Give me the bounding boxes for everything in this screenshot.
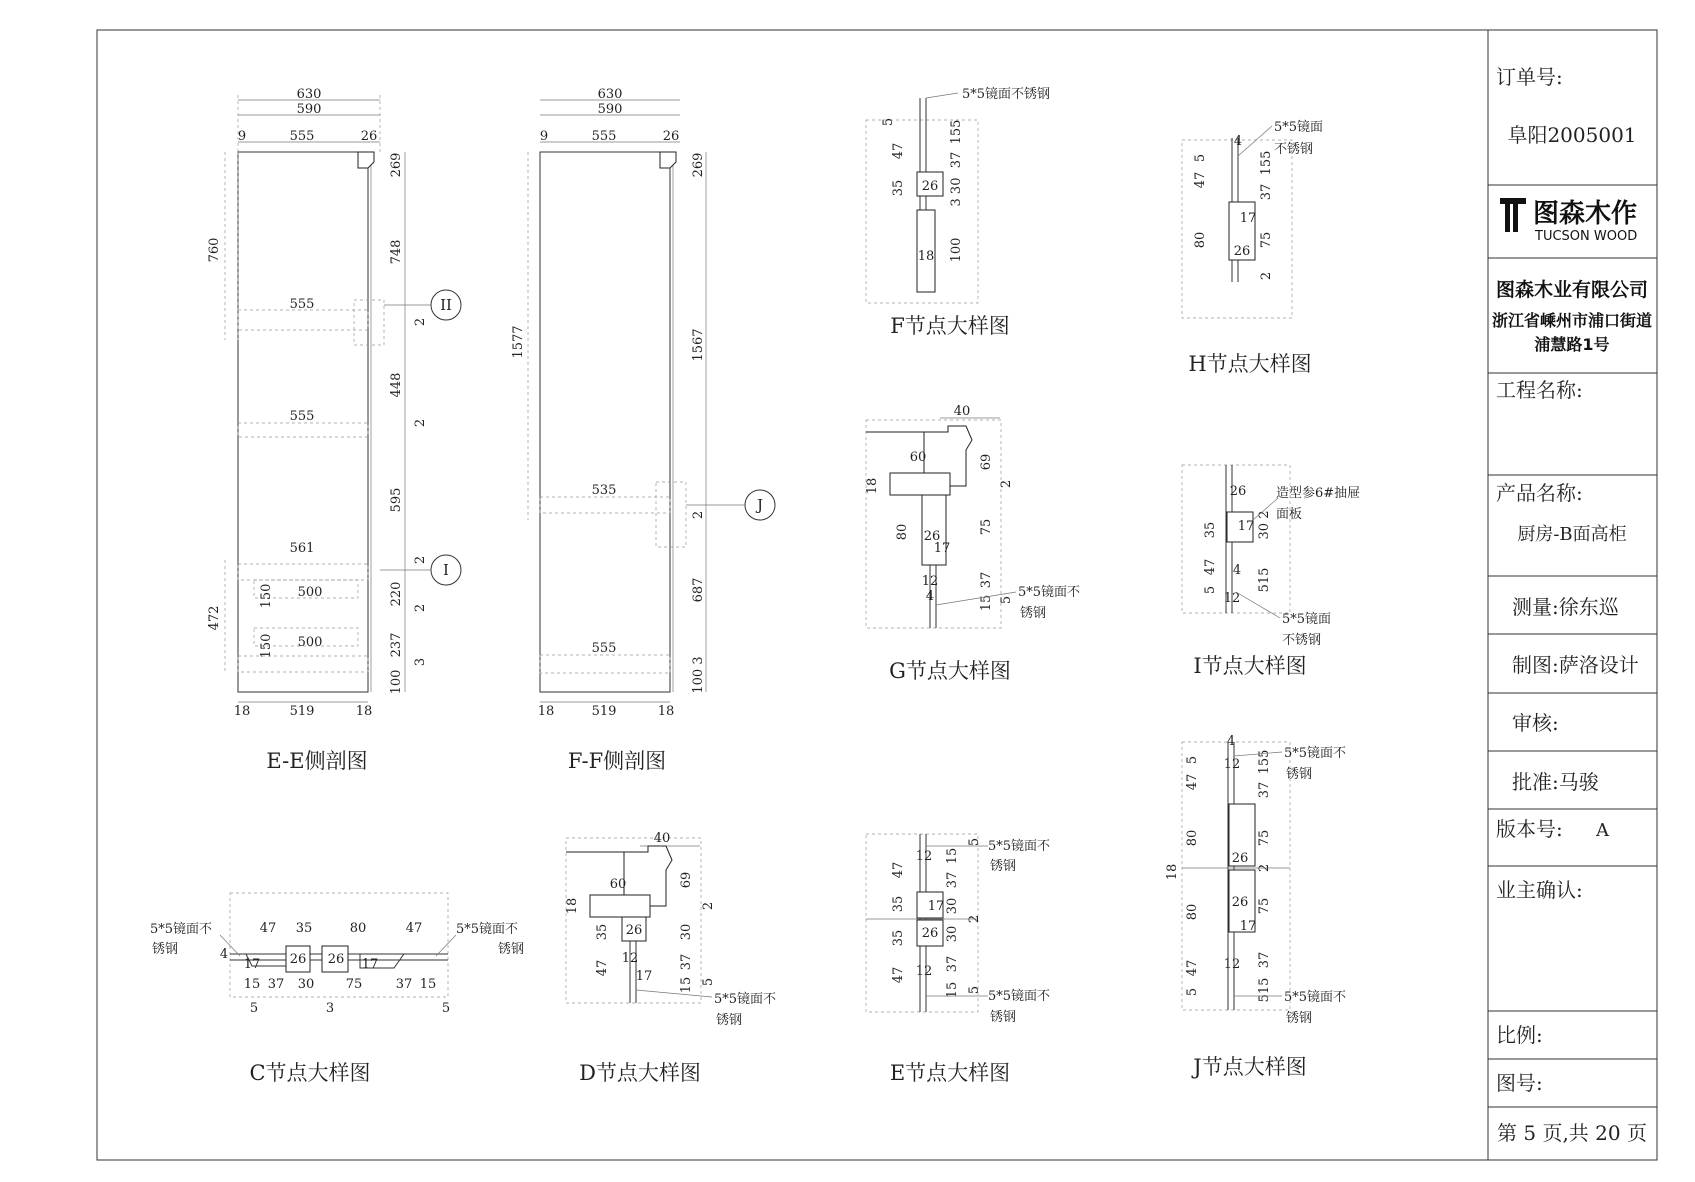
dim-text: 15 [945,847,960,865]
dim-text: 37 [1257,781,1272,799]
cabinet-body [540,152,670,692]
dim-text: 37 [1257,951,1272,969]
dim-text: 69 [979,453,994,471]
dim-text: 630 [296,87,322,102]
detail-h [1182,119,1323,376]
detail-mark-label: J [756,496,764,514]
dim-text: 37 [945,871,960,889]
note-ss-b: 锈钢 [1286,1011,1313,1026]
note-ss-b: 锈钢 [498,942,525,957]
company-address-1: 浙江省嵊州市浦口街道 [1491,311,1653,330]
dim-text: 18 [537,704,555,719]
dim-text: 30 [297,977,315,992]
dim-text: 595 [389,487,404,513]
dim-text: 35 [595,923,610,941]
title-block [1488,30,1657,1160]
note-drawer-a: 造型参6#抽屉 [1276,486,1361,501]
dim-text: 760 [207,237,222,263]
product-label: 产品名称: [1496,481,1583,505]
dim-text: 12 [915,849,933,864]
dim-text: 3 [325,1001,335,1016]
drawing-border [97,30,1657,1160]
dim-text: 37 [949,151,964,169]
dim-text: 1577 [511,325,526,359]
dim-text: 18 [917,249,935,264]
dim-text: 18 [355,704,373,719]
detail-mark-label: I [443,561,449,579]
ee-section [207,87,461,773]
dim-text: 17 [933,541,951,556]
dim-text: 2 [967,914,982,924]
caption-ee: E-E侧剖图 [266,749,368,773]
note-ss: 5*5镜面不锈钢 [962,87,1051,102]
product-value: 厨房-B面高柜 [1517,524,1627,545]
dim-text: 2 [413,317,428,327]
dim-text: 2 [1259,271,1274,281]
dim-text: 5 [881,117,896,127]
dim-text: 26 [921,179,939,194]
dim-text: 630 [597,87,623,102]
dim-text: 12 [1223,591,1241,606]
dim-text: 47 [891,142,906,160]
dim-text: 4 [1232,563,1242,578]
dim-text: 26 [625,923,643,938]
dim-text: 15 [419,977,437,992]
dim-text: 3 30 [949,177,964,207]
dim-text: 2 [413,603,428,613]
dim-text: 47 [891,966,906,984]
dim-text: 555 [289,409,315,424]
dim-text: 5 [999,595,1014,605]
detail-g [865,404,1080,683]
dim-text: 30 2 [1257,510,1272,540]
dim-text: 37 [945,955,960,973]
dim-text: 12 [1223,757,1241,772]
caption-e: E节点大样图 [889,1061,1011,1085]
dim-text: 35 [891,179,906,197]
caption-j: J节点大样图 [1193,1055,1307,1079]
dim-text: 269 [691,152,706,178]
dim-text: 687 [691,577,706,603]
dim-text: 1567 [691,328,706,362]
dim-text: 75 [1259,231,1274,249]
dim-text: 75 [1257,829,1272,847]
dim-text: 9 [237,129,247,144]
dim-text: 80 [895,523,910,541]
dim-text: 100 [949,237,964,263]
dim-text: 500 [297,585,323,600]
dim-text: 37 [267,977,285,992]
caption-f: F节点大样图 [890,314,1010,338]
company-name: 图森木业有限公司 [1495,279,1649,301]
dim-text: 155 [1257,749,1272,775]
approve-field: 批准:马骏 [1512,770,1599,794]
caption-h: H节点大样图 [1188,352,1312,376]
dim-text: 519 [591,704,617,719]
note-ss-b: 锈钢 [1286,767,1313,782]
dim-text: 40 [653,831,671,846]
dim-text: 5 [967,837,982,847]
company-logo [1500,198,1637,244]
order-label: 订单号: [1496,65,1563,89]
dim-text: 519 [289,704,315,719]
note-ss-b: 不锈钢 [1282,633,1322,648]
dim-text: 15 [979,594,994,612]
dim-text: 26 [1233,244,1251,259]
version-label: 版本号: [1496,817,1563,841]
note-ss-a: 5*5镜面不 [1018,585,1081,600]
dim-text: 26 [923,529,941,544]
review-field: 审核: [1512,711,1559,735]
dim-text: 26 [1231,851,1249,866]
note-ss-b: 锈钢 [716,1013,743,1028]
dim-text: 155 [1259,150,1274,176]
dim-text: 590 [597,102,623,117]
dim-text: 75 [1257,897,1272,915]
detail-e [866,834,1050,1085]
dim-text: 590 [296,102,322,117]
dim-text: 5 [1203,585,1218,595]
dim-text: 26 [289,952,307,967]
dim-text: 17 [1239,211,1257,226]
note-ss-a: 5*5镜面不 [988,839,1051,854]
caption-i: I节点大样图 [1193,654,1307,678]
dim-text: 155 [949,119,964,145]
logo-en: TUCSON WOOD [1535,229,1638,244]
dim-text: 35 [891,895,906,913]
dim-text: 26 [921,926,939,941]
dim-text: 15 [243,977,261,992]
dim-text: 47 [1203,558,1218,576]
ff-section [511,87,775,773]
detail-i [1182,465,1360,678]
note-ss-b: 不锈钢 [1274,142,1314,157]
dim-text: 5 [1193,153,1208,163]
dim-text: 500 [297,635,323,650]
dim-text: 80 [349,921,367,936]
order-value: 阜阳2005001 [1507,123,1637,147]
version-value: A [1596,820,1609,841]
dim-text: 30 [945,925,960,943]
dim-text: 515 [1257,567,1272,593]
dim-text: 535 [591,483,617,498]
dim-text: 47 [891,861,906,879]
detail-f [866,86,1050,338]
dim-text: 555 [289,129,315,144]
dim-text: 237 [389,632,404,658]
note-drawer-b: 面板 [1276,507,1303,522]
dim-text: 150 [259,583,274,609]
logo-cn: 图森木作 [1533,199,1638,229]
dim-text: 18 [565,897,580,915]
detail-mark-label: II [440,296,452,314]
dim-text: 40 [953,404,971,419]
dim-text: 2 [999,479,1014,489]
note-ss-b: 锈钢 [990,1010,1017,1025]
dim-text: 47 [259,921,277,936]
dim-text: 47 [595,959,610,977]
caption-d: D节点大样图 [579,1061,701,1085]
dim-text: 35 [1203,521,1218,539]
caption-g: G节点大样图 [889,659,1011,683]
dim-text: 472 [207,605,222,631]
dim-text: 555 [591,129,617,144]
note-ss-a: 5*5镜面不 [150,922,213,937]
dim-text: 75 [979,518,994,536]
dim-text: 5 [701,977,716,987]
dim-text: 80 [1185,829,1200,847]
note-ss-b: 锈钢 [990,859,1017,874]
dim-text: 5 [249,1001,259,1016]
dim-text: 561 [289,541,315,556]
dim-text: 4 [1226,734,1236,749]
dim-text: 4 [925,589,935,604]
dim-text: 47 [1193,171,1208,189]
dim-text: 5 [1185,987,1200,997]
dim-text: 69 [679,871,694,889]
dim-text: 12 [921,574,939,589]
note-ss-a: 5*5镜面不 [988,989,1051,1004]
dim-text: 30 [945,897,960,915]
dim-text: 515 [1257,977,1272,1003]
dim-text: 4 [1233,134,1243,149]
dim-text: 100 3 [691,656,706,694]
note-ss-a: 5*5镜面不 [1284,990,1347,1005]
dim-text: 30 [679,923,694,941]
dim-text: 748 [389,239,404,265]
caption-ff: F-F侧剖图 [567,749,667,773]
note-ss-a: 5*5镜面不 [456,922,519,937]
dim-text: 37 [395,977,413,992]
dim-text: 35 [295,921,313,936]
note-ss-b: 锈钢 [152,942,179,957]
project-label: 工程名称: [1496,378,1583,402]
caption-c: C节点大样图 [249,1061,371,1085]
detail-c [150,893,524,1085]
dim-text: 18 [657,704,675,719]
dim-text: 220 [389,581,404,607]
dim-text: 2 [1257,863,1272,873]
dim-text: 80 [1193,231,1208,249]
dim-text: 15 [945,981,960,999]
dim-text: 47 [1185,959,1200,977]
note-ss-a: 5*5镜面不 [714,992,777,1007]
dim-text: 26 [662,129,680,144]
dim-text: 35 [891,929,906,947]
dim-text: 17 [243,957,261,972]
dim-text: 80 [1185,903,1200,921]
dim-text: 555 [591,641,617,656]
company-address-2: 浦慧路1号 [1534,335,1610,354]
note-ss-a: 5*5镜面 [1274,120,1324,135]
dim-text: 18 [233,704,251,719]
dim-text: 26 [1231,895,1249,910]
note-ss-a: 5*5镜面不 [1284,746,1347,761]
dim-text: 4 [219,947,229,962]
dim-text: 5 [967,985,982,995]
dim-text: 100 [389,669,404,695]
dim-text: 26 [327,952,345,967]
dim-text: 2 [413,418,428,428]
dim-text: 269 [389,152,404,178]
dim-text: 2 [413,555,428,565]
logo-mark-icon [1500,198,1526,232]
detail-j [1165,734,1346,1079]
dim-text: 150 [259,633,274,659]
note-ss-a: 5*5镜面 [1282,612,1332,627]
dim-text: 47 [1185,773,1200,791]
dim-text: 60 [609,877,627,892]
dim-text: 555 [289,297,315,312]
dim-text: 17 [1237,519,1255,534]
owner-confirm-label: 业主确认: [1496,878,1583,902]
dim-text: 17 [927,899,945,914]
dim-text: 5 [441,1001,451,1016]
dim-text: 37 [679,953,694,971]
dim-text: 5 [1185,755,1200,765]
drawing-field: 制图:萨洛设计 [1512,653,1639,677]
note-ss-b: 锈钢 [1020,606,1047,621]
dim-text: 17 [361,957,379,972]
dim-text: 9 [539,129,549,144]
dim-text: 2 [691,510,706,520]
dim-text: 47 [405,921,423,936]
measure-field: 测量:徐东巡 [1512,595,1619,619]
dim-text: 18 [865,477,880,495]
dim-text: 2 [701,901,716,911]
detail-d [565,831,776,1085]
dim-text: 18 [1165,863,1180,881]
dim-text: 75 [345,977,363,992]
dim-text: 12 [1223,957,1241,972]
dim-text: 60 [909,450,927,465]
scale-label: 比例: [1496,1023,1543,1047]
dim-text: 12 [621,951,639,966]
dim-text: 26 [360,129,378,144]
dim-text: 12 [915,964,933,979]
dim-text: 15 [679,976,694,994]
dim-text: 3 [413,657,428,667]
dim-text: 37 [1259,183,1274,201]
dim-text: 37 [979,571,994,589]
page-info: 第 5 页,共 20 页 [1497,1121,1647,1145]
dim-text: 448 [389,372,404,398]
drawing-number-label: 图号: [1496,1071,1543,1095]
dim-text: 17 [1239,919,1257,934]
dim-text: 26 [1229,484,1247,499]
dim-text: 17 [635,969,653,984]
